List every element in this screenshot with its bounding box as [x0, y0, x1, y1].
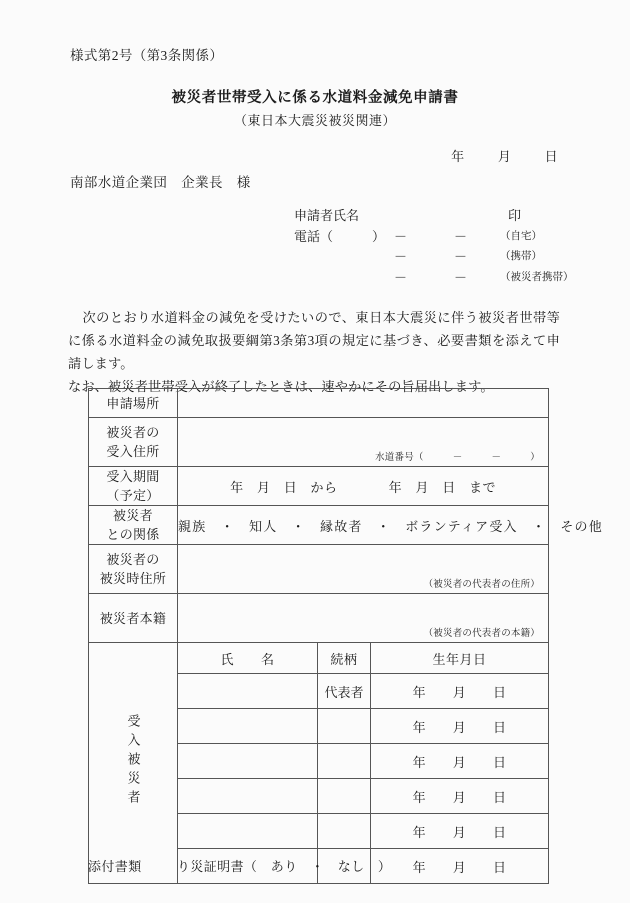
date-day: 日 [544, 149, 558, 164]
phone-kind-home: （自宅） [500, 230, 542, 242]
recipient-dob-3[interactable]: 年 月 日 [371, 744, 549, 779]
table-row-victim-address [89, 418, 549, 467]
recipients-header-row [89, 643, 549, 674]
table-row-apply-place [89, 389, 549, 418]
period-to: 年 月 日 まで [388, 479, 496, 495]
attachment-line [88, 856, 391, 875]
period-from: 年 月 日 から [230, 479, 338, 495]
recipient-relation-1: 代表者 [318, 674, 371, 709]
field-apply-place[interactable] [178, 389, 549, 418]
applicant-phone-mobile-row [294, 247, 564, 268]
label-apply-place: 申請場所 [89, 389, 178, 418]
field-victim-address[interactable] [178, 418, 549, 467]
field-registry[interactable] [178, 594, 549, 643]
phone-label: 電話（ ） [294, 228, 386, 244]
label-relation: 被災者 との関係 [89, 506, 178, 545]
phone-dash-2: － [454, 228, 468, 244]
label-registry: 被災者本籍 [89, 594, 178, 643]
table-row-disaster-address [89, 545, 549, 594]
note-representative-registry: （被災者の代表者の本籍） [423, 629, 541, 639]
recipient-name-4[interactable] [178, 779, 318, 814]
date-line [451, 146, 558, 165]
applicant-name-row [294, 206, 564, 227]
phone-dash-6: － [454, 269, 468, 285]
column-header-dob: 生年月日 [371, 643, 549, 674]
recipient-dob-2[interactable]: 年 月 日 [371, 709, 549, 744]
addressee: 南部水道企業団 企業長 様 [70, 175, 251, 190]
document-title: 被災者世帯受入に係る水道料金減免申請書 [171, 90, 459, 106]
recipient-relation-3[interactable] [318, 744, 371, 779]
phone-kind-mobile: （携帯） [500, 251, 542, 262]
form-number: 様式第2号（第3条関係） [70, 48, 224, 63]
body-line-1: 次のとおり水道料金の減免を受けたいので、東日本大震災に伴う被災者世帯等に係る水道料金の減免取扱要綱第3条第3項の規定に基づき、必要書類を添えて申請します。 [68, 310, 560, 371]
applicant-phone-home-row [294, 227, 564, 248]
applicant-name-label: 申請者氏名 [294, 208, 360, 223]
seal-label: 印 [508, 208, 522, 223]
recipient-name-5[interactable] [178, 814, 318, 849]
column-header-name: 氏 名 [178, 643, 318, 674]
recipient-dob-6[interactable]: 年 月 日 [371, 849, 549, 884]
attachment-value[interactable]: り災証明書（ あり ・ なし ） [176, 859, 392, 874]
body-paragraph [68, 306, 560, 398]
recipient-name-1[interactable] [178, 674, 318, 709]
water-number-note: 水道番号（ － － ） [375, 453, 541, 463]
recipient-name-2[interactable] [178, 709, 318, 744]
attachment-label: 添付書類 [88, 859, 142, 874]
recipient-relation-2[interactable] [318, 709, 371, 744]
phone-dash-1: － [394, 228, 408, 244]
recipient-dob-1[interactable]: 年 月 日 [371, 674, 549, 709]
recipient-relation-5[interactable] [318, 814, 371, 849]
recipient-dob-4[interactable]: 年 月 日 [371, 779, 549, 814]
phone-dash-3: － [394, 249, 408, 264]
field-disaster-address[interactable] [178, 545, 549, 594]
phone-dash-4: － [454, 249, 468, 264]
document-subtitle: （東日本大震災被災関連） [233, 113, 396, 128]
column-header-relation: 続柄 [318, 643, 371, 674]
recipient-name-3[interactable] [178, 744, 318, 779]
body-line-2: なお、被災者世帯受入が終了したときは、速やかにその旨届出します。 [68, 379, 494, 394]
phone-kind-victim-mobile: （被災者携帯） [500, 271, 574, 283]
label-disaster-address: 被災者の 被災時住所 [89, 545, 178, 594]
recipients-vertical-label: 受入被災者 [89, 643, 178, 884]
label-period: 受入期間 （予定） [89, 467, 178, 506]
note-representative-address: （被災者の代表者の住所） [423, 580, 541, 590]
applicant-block [294, 206, 574, 288]
application-table [88, 388, 603, 884]
date-year: 年 [451, 149, 465, 164]
recipient-relation-4[interactable] [318, 779, 371, 814]
applicant-phone-victim-row [294, 268, 574, 289]
date-month: 月 [497, 149, 512, 164]
field-period[interactable] [178, 467, 549, 506]
recipient-dob-5[interactable]: 年 月 日 [371, 814, 549, 849]
phone-dash-5: － [394, 269, 408, 285]
table-row-registry [89, 594, 549, 643]
label-victim-address: 被災者の 受入住所 [89, 418, 178, 467]
field-relation-options[interactable]: 親族 ・ 知人 ・ 縁故者 ・ ボランティア受入 ・ その他 [178, 506, 549, 545]
table-row-period [89, 467, 549, 506]
table-row-relation [89, 506, 549, 545]
